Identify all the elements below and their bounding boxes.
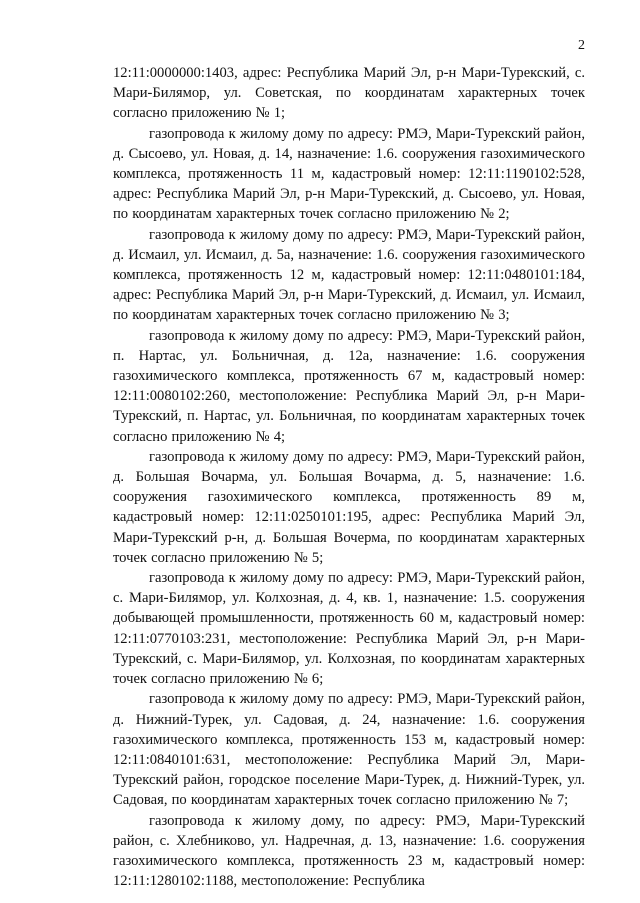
paragraph-item-8: газопровода к жилому дому, по адресу: РМЭ, Мари-Турекский район, с. Хлебниково, ул. Надречная, д. 13, назначение: 1.6. сооружения газохимического комплекса, протяженность 23 м, кадастровый номер: 12:11:1280102:1188, местоположение: Республика <box>113 812 585 890</box>
paragraph-item-5: газопровода к жилому дому по адресу: РМЭ, Мари-Турекский район, д. Большая Вочарма, ул. Большая Вочарма, д. 5, назначение: 1.6. сооружения газохимического комплекса, протяженность 89 м, кадастровый номер: 12:11:0250101:195, адрес: Республика Марий Эл, Мари-Турекский р-н, д. Большая Вочерма, по координатам характерных точек согласно приложению № 5; <box>113 448 585 566</box>
page-number: 2 <box>578 38 585 53</box>
paragraph-continuation: 12:11:0000000:1403, адрес: Республика Марий Эл, р-н Мари-Турекский, с. Мари-Билямор, ул. Советская, по координатам характерных точек согласно приложению № 1; <box>113 65 585 122</box>
paragraph-item-4: газопровода к жилому дому по адресу: РМЭ, Мари-Турекский район, п. Нартас, ул. Больничная, д. 12а, назначение: 1.6. сооружения газохимического комплекса, протяженность 67 м, кадастровый номер: 12:11:0080102:260, местоположение: Республика Марий Эл, р-н Мари-Турекский, п. Нартас, ул. Больничная, по координатам характерных точек согласно приложению № 4; <box>113 327 585 445</box>
paragraph-item-3: газопровода к жилому дому по адресу: РМЭ, Мари-Турекский район, д. Исмаил, ул. Исмаил, д. 5а, назначение: 1.6. сооружения газохимического комплекса, протяженность 12 м, кадастровый номер: 12:11:0480101:184, адрес: Республика Марий Эл, р-н Мари-Турекский, д. Исмаил, ул. Исмаил, по координатам характерных точек согласно приложению № 3; <box>113 226 585 324</box>
paragraph-item-2: газопровода к жилому дому по адресу: РМЭ, Мари-Турекский район, д. Сысоево, ул. Новая, д. 14, назначение: 1.6. сооружения газохимического комплекса, протяженность 11 м, кадастровый номер: 12:11:1190102:528, адрес: Республика Марий Эл, р-н Мари-Турекский, д. Сысоево, ул. Новая, по координатам характерных точек согласно приложению № 2; <box>113 125 585 223</box>
paragraph-item-7: газопровода к жилому дому по адресу: РМЭ, Мари-Турекский район, д. Нижний-Турек, ул. Садовая, д. 24, назначение: 1.6. сооружения газохимического комплекса, протяженность 153 м, кадастровый номер: 12:11:0840101:631, местоположение: Республика Марий Эл, Мари-Турекский район, городское поселение Мари-Турек, д. Нижний-Турек, ул. Садовая, по координатам характерных точек согласно приложению № 7; <box>113 691 585 809</box>
paragraph-item-6: газопровода к жилому дому по адресу: РМЭ, Мари-Турекский район, с. Мари-Билямор, ул. Колхозная, д. 4, кв. 1, назначение: 1.5. сооружения добывающей промышленности, протяженность 60 м, кадастровый номер: 12:11:0770103:231, местоположение: Республика Марий Эл, р-н Мари-Турекский, с. Мари-Билямор, ул. Колхозная, по координатам характерных точек согласно приложению № 6; <box>113 570 585 688</box>
document-body <box>113 63 585 891</box>
